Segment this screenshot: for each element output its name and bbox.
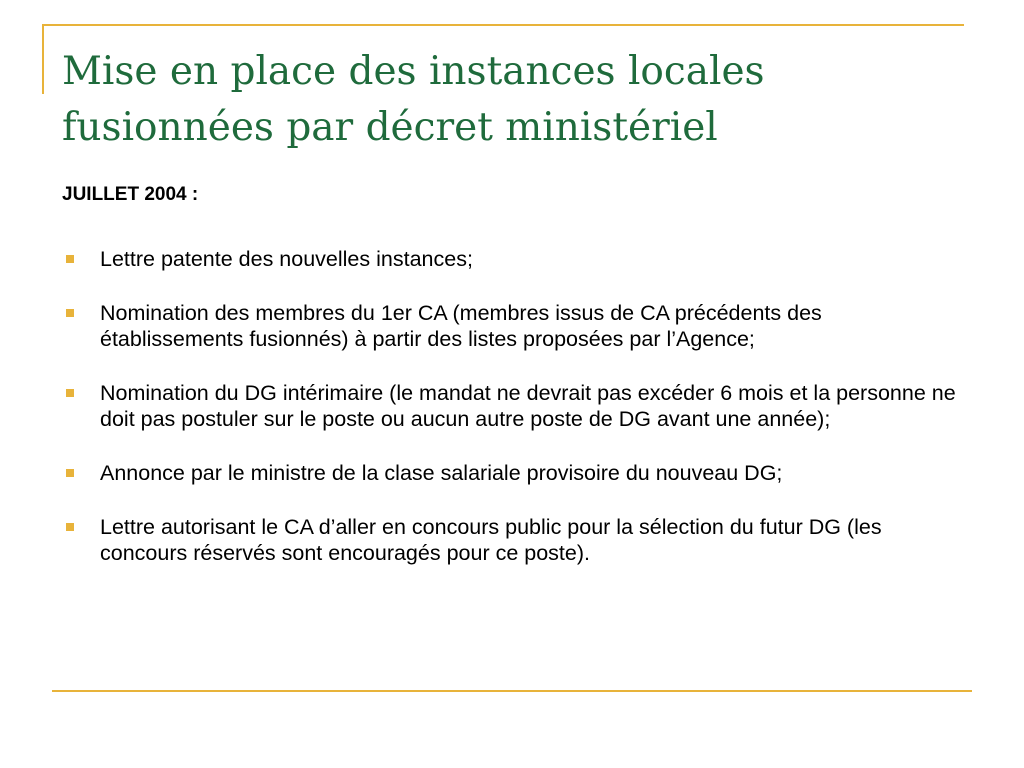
- bullet-text: Nomination des membres du 1er CA (membres issus de CA précédents des établissements fusionnés) à partir des listes proposées par l’Agence;: [100, 301, 822, 351]
- left-border-line: [42, 24, 44, 94]
- bullet-item: [62, 514, 967, 566]
- bullet-text: Nomination du DG intérimaire (le mandat ne devrait pas excéder 6 mois et la personne ne doit pas postuler sur le poste ou aucun autre poste de DG avant une année);: [100, 381, 956, 431]
- bullet-item: [62, 246, 967, 272]
- title-line-2: fusionnées par décret ministériel: [62, 105, 718, 150]
- top-border-line: [42, 24, 964, 26]
- bullet-text: Lettre autorisant le CA d’aller en concours public pour la sélection du futur DG (les concours réservés sont encouragés pour ce poste).: [100, 515, 882, 565]
- slide-title: [62, 44, 962, 156]
- bullet-item: [62, 300, 967, 352]
- bullet-item: [62, 380, 967, 432]
- bullet-text: Lettre patente des nouvelles instances;: [100, 247, 473, 271]
- bullet-list: [62, 246, 967, 594]
- bullet-text: Annonce par le ministre de la clase salariale provisoire du nouveau DG;: [100, 461, 783, 485]
- bullet-item: [62, 460, 967, 486]
- square-bullet-icon: [66, 255, 74, 263]
- square-bullet-icon: [66, 469, 74, 477]
- slide-subtitle: JUILLET 2004 :: [62, 184, 199, 205]
- bottom-border-line: [52, 690, 972, 692]
- square-bullet-icon: [66, 523, 74, 531]
- square-bullet-icon: [66, 389, 74, 397]
- square-bullet-icon: [66, 309, 74, 317]
- title-line-1: Mise en place des instances locales: [62, 49, 765, 94]
